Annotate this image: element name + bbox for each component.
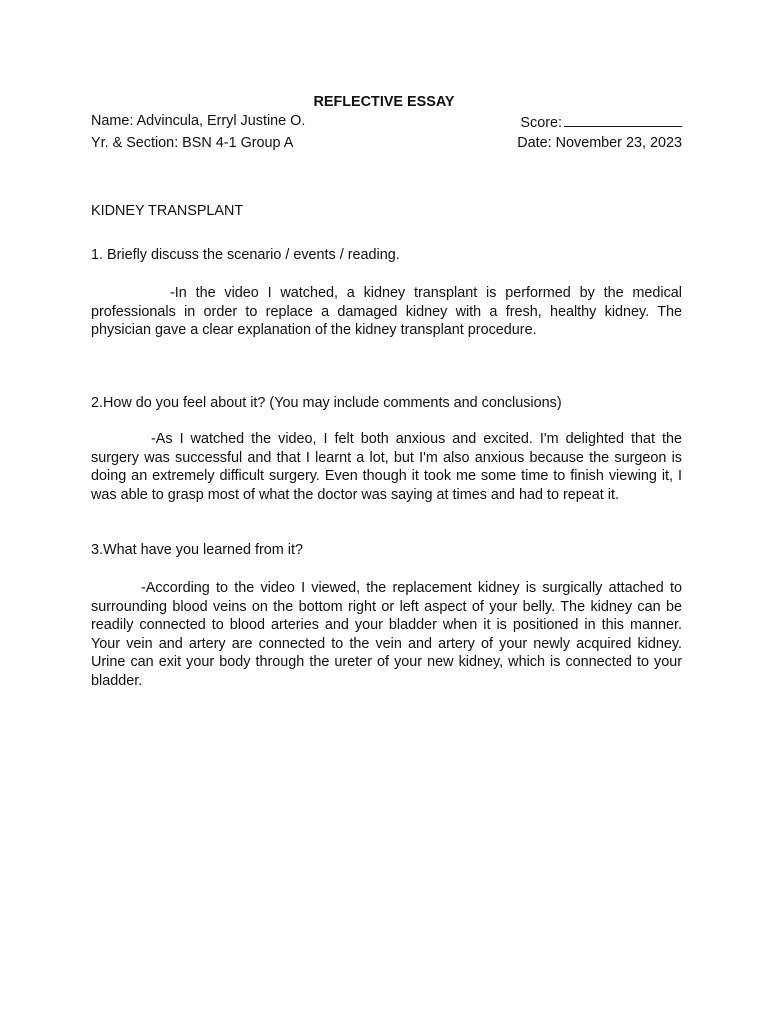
header-row-1 — [91, 112, 682, 133]
score-field — [520, 112, 682, 133]
answer-1: -In the video I watched, a kidney transplant is performed by the medical professionals in order to replace a damaged kidney with a fresh, healthy kidney. The physician gave a clear explanation of the kidney transplant procedure. — [91, 285, 682, 339]
score-label: Score: — [520, 115, 562, 131]
header-row-2 — [91, 134, 682, 153]
document-title: REFLECTIVE ESSAY — [313, 94, 455, 110]
topic-heading: KIDNEY TRANSPLANT — [91, 203, 244, 219]
question-1: 1. Briefly discuss the scenario / events / reading. — [91, 247, 400, 263]
answer-2: -As I watched the video, I felt both anxious and excited. I'm delighted that the surgery was successful and that I learnt a lot, but I'm also anxious because the surgeon is doing an extremely difficult surgery. Even though it took me some time to finish viewing it, I was able to grasp most of what the doctor was saying at times and had to repeat it. — [91, 431, 682, 503]
question-2: 2.How do you feel about it? (You may include comments and conclusions) — [91, 395, 562, 411]
year-section: Yr. & Section: BSN 4-1 Group A — [91, 135, 294, 151]
student-name: Name: Advincula, Erryl Justine O. — [91, 113, 306, 129]
essay-date: Date: November 23, 2023 — [517, 135, 682, 151]
score-blank-line — [564, 112, 682, 127]
answer-3: -According to the video I viewed, the replacement kidney is surgically attached to surrounding blood veins on the bottom right or left aspect of your belly. The kidney can be readily connected to blood arteries and your bladder when it is positioned in this manner. Your vein and artery are connected to the vein and artery of your newly acquired kidney. Urine can exit your body through the ureter of your new kidney, which is connected to your bladder. — [91, 580, 682, 689]
question-3: 3.What have you learned from it? — [91, 542, 303, 558]
